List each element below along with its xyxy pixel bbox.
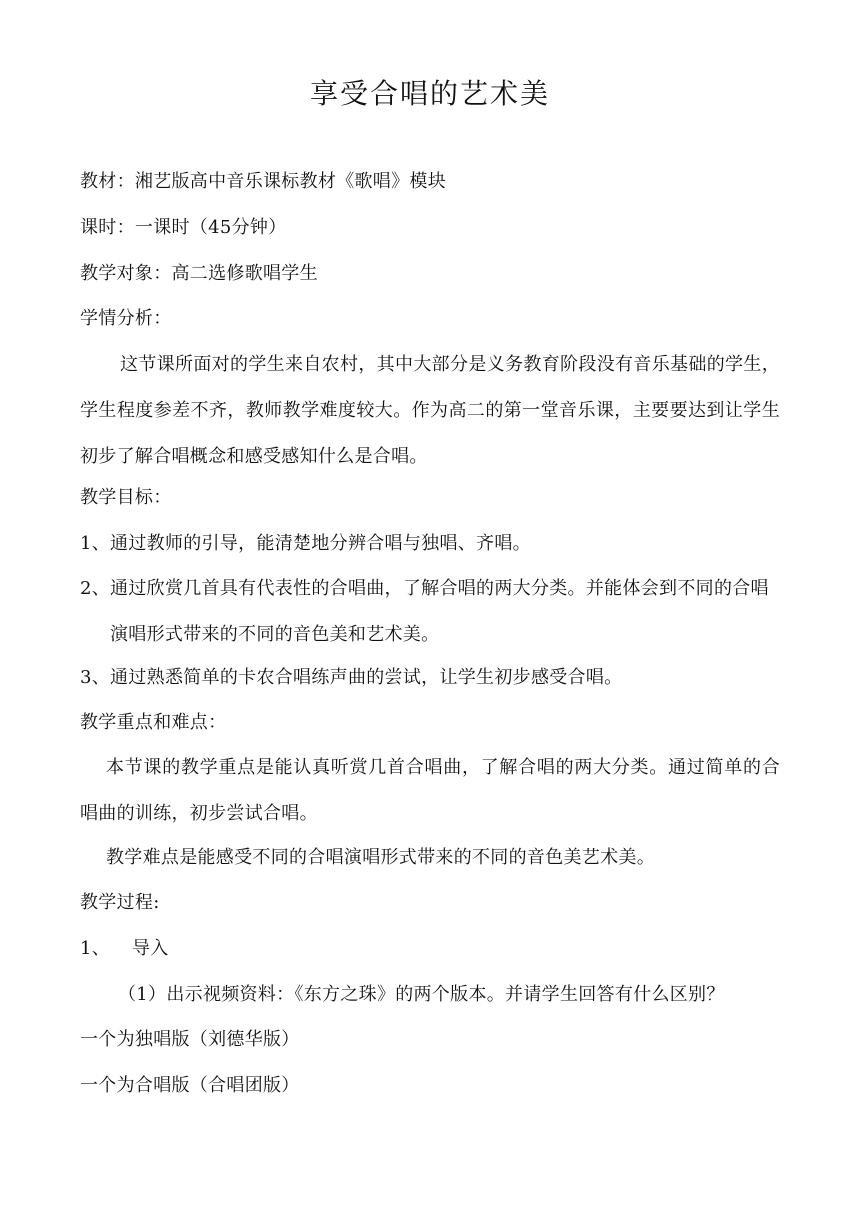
step-1 <box>80 937 780 961</box>
version-choir: 一个为合唱版（合唱团版） <box>80 1075 300 1096</box>
version-solo: 一个为独唱版（刘德华版） <box>80 1029 300 1050</box>
analysis-body: 这节课所面对的学生来自农村，其中大部分是义务教育阶段没有音乐基础的学生，学生程度参差不齐，教师教学难度较大。作为高二的第一堂音乐课，主要要达到让学生初步了解合唱概念和感受感知什么是合唱。 <box>80 354 780 467</box>
key-focus-paragraph: 本节课的教学重点是能认真听赏几首合唱曲，了解合唱的两大分类。通过简单的合唱曲的训练，初步尝试合唱。 <box>80 757 780 824</box>
key-points-heading: 教学重点和难点： <box>80 712 227 733</box>
key-difficulty-paragraph: 教学难点是能感受不同的合唱演唱形式带来的不同的音色美艺术美。 <box>106 847 655 868</box>
step-1-number: 1、 <box>80 938 111 959</box>
goals-heading: 教学目标： <box>80 487 172 508</box>
step-1-label: 导入 <box>132 938 169 959</box>
step-1-sub-1: （1）出示视频资料：《东方之珠》的两个版本。并请学生回答有什么区别？ <box>118 984 725 1005</box>
goal-item-3: 3、通过熟悉简单的卡农合唱练声曲的尝试，让学生初步感受合唱。 <box>80 667 623 688</box>
document-title: 享受合唱的艺术美 <box>309 77 550 110</box>
period-line: 课时：一课时（45分钟） <box>80 217 287 238</box>
material-line: 教材：湘艺版高中音乐课标教材《歌唱》模块 <box>80 171 446 192</box>
audience-line: 教学对象：高二选修歌唱学生 <box>80 263 318 284</box>
goal-item-1: 1、通过教师的引导，能清楚地分辨合唱与独唱、齐唱。 <box>80 533 531 554</box>
goal-item-2: 2、通过欣赏几首具有代表性的合唱曲，了解合唱的两大分类。并能体会到不同的合唱演唱形式带来的不同的音色美和艺术美。 <box>80 578 769 645</box>
analysis-heading: 学情分析： <box>80 308 172 329</box>
process-heading: 教学过程: <box>80 892 160 913</box>
